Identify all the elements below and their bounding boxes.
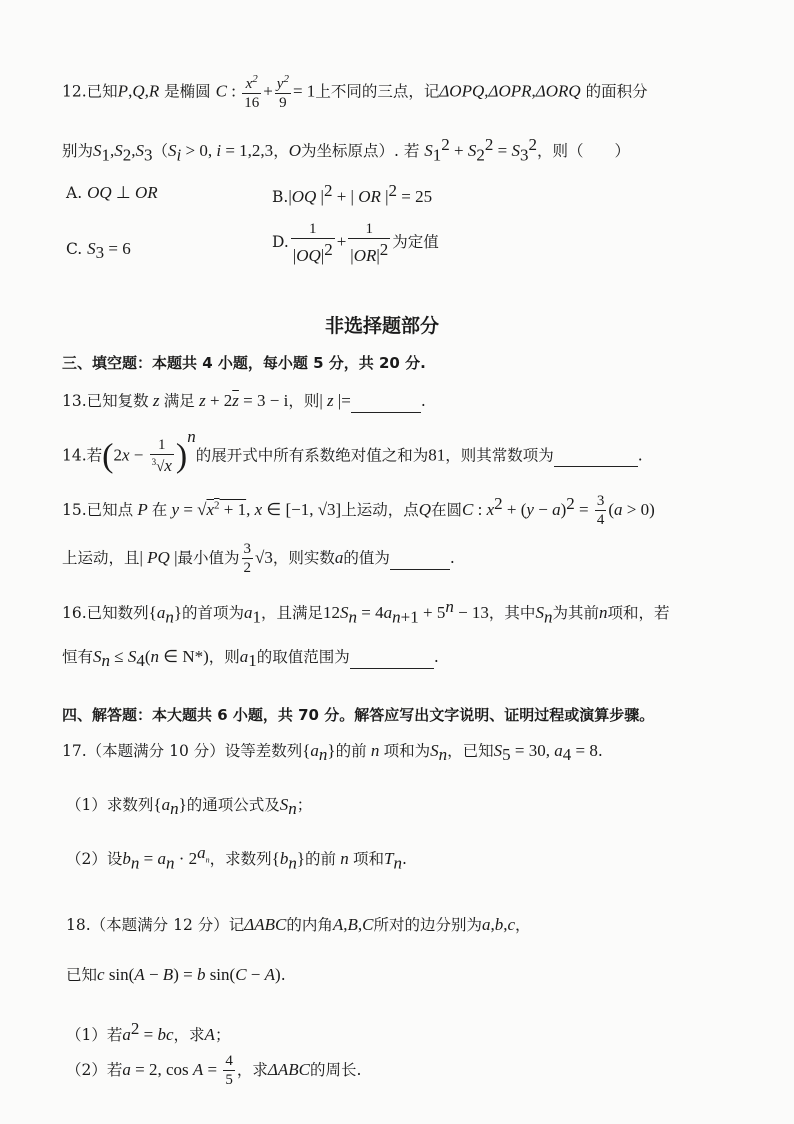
q15-text: 已知点: [86, 501, 134, 519]
q12-option-d: D. $\frac{1}{|OQ|^2}$ + $\frac{1}{|OR|^2}$ 为定值: [272, 221, 439, 265]
q18-score: （本题满分 12 分）: [90, 916, 229, 934]
q13-line: 13.已知复数 z 满足 $z + 2\overline{z} = 3 - i$，则| z |= .: [62, 392, 426, 413]
option-label: D.: [272, 233, 289, 251]
q17-text: 求数列: [106, 796, 154, 814]
q16-label: 16.: [62, 604, 87, 623]
fraction: $\frac{y^2}{9}$: [276, 73, 289, 111]
q17-line1: 17.（本题满分 10 分）设等差数列$\{a_n\}$的前 n 项和为$S_n$，已知$S_5 = 30$, $a_4 = 8$.: [62, 741, 603, 765]
q13-text: 满足: [163, 392, 195, 410]
q18-text: 所对的边分别为: [373, 916, 482, 934]
fraction: $\frac{1}{|OQ|^2}$: [292, 221, 333, 265]
q18-line1: 18.（本题满分 12 分）记ΔABC的内角A,B,C所对的边分别为a,b,c，: [66, 915, 531, 934]
q12-text: 为坐标原点）. 若: [300, 142, 420, 161]
q16-text: 的首项为: [182, 604, 245, 623]
answer-blank[interactable]: [390, 553, 450, 570]
q13-end: .: [420, 392, 426, 410]
option-label: A.: [66, 184, 83, 202]
q12-text: 的面积分: [585, 82, 648, 101]
answer-blank[interactable]: [554, 451, 638, 468]
q15-line1: 15.已知点 P 在 $y = √x^2 + 1$, x ∈ [−1, √3]上运动，点Q在圆C : $x^2 + (y - a)^2$ = $\frac{3}{4}$ (a > 0): [62, 493, 655, 528]
fraction: $\frac{3}{2}$: [243, 541, 252, 576]
q18-text: 记: [228, 916, 245, 934]
q15-text: 上运动，且: [62, 549, 140, 567]
q16-text: ，则: [208, 648, 240, 666]
q18-end: .: [280, 966, 286, 984]
q12-text: 已知: [86, 82, 118, 101]
q15-text: 最小值为: [177, 549, 240, 567]
q18-part2: （2）若a = 2, cos A = $\frac{4}{5}$ ，求ΔABC的周长.: [66, 1053, 362, 1088]
q18-text: 已知: [66, 966, 98, 984]
q14-text: 若: [86, 446, 103, 465]
q17-end: .: [402, 850, 407, 869]
q15-line2: 上运动，且| PQ |最小值为 $\frac{3}{2}$ √3，则实数a的值为 .: [62, 541, 455, 576]
q12-text: 别为: [62, 142, 94, 161]
part4-header: 四、解答题：本大题共 6 小题，共 70 分。解答应写出文字说明、证明过程或演算步骤。: [62, 706, 655, 724]
fraction: $\frac{1}{^3√x}$: [151, 437, 172, 475]
q18-line2: 已知c sin(A − B) = b sin(C − A).: [66, 965, 286, 984]
q18-text: ；: [214, 1026, 231, 1045]
q13-text: 已知复数: [86, 392, 149, 410]
q15-text: 上运动，点: [341, 501, 419, 519]
q15-end: .: [449, 549, 455, 567]
q12-label: 12.: [62, 82, 87, 101]
option-label: C.: [66, 240, 83, 258]
q16-line2: 恒有$S_n \le S_4(n$ ∈ N*)，则$a_1$的取值范围为 .: [62, 647, 439, 671]
q17-text: 的通项公式及: [186, 796, 280, 814]
q14-end: .: [637, 446, 643, 465]
q18-text: ，: [515, 916, 531, 934]
fraction: $\frac{4}{5}$: [225, 1053, 233, 1088]
q17-part2: （2）设$b_n = a_n \cdot 2^{a_n}$，求数列$\{b_n\}$的前 n 项和$T_n$.: [66, 843, 407, 873]
q17-text: 的前: [335, 742, 367, 760]
q17-text: 设等差数列: [224, 742, 303, 760]
q12-text: （: [152, 142, 169, 161]
q14-text: 的展开式中所有系数绝对值之和为: [195, 446, 429, 465]
q16-text: 为其前: [552, 604, 599, 623]
q18-text: 的内角: [286, 916, 333, 934]
section-title: 非选择题部分: [325, 315, 440, 337]
q17-text: 项和: [353, 850, 385, 869]
q16-text: ，其中: [488, 604, 536, 623]
q13-text: ，则: [288, 392, 320, 410]
answer-blank[interactable]: [350, 652, 434, 669]
q12-text: ，则（ ）: [536, 142, 630, 161]
q17-text: ；: [296, 796, 313, 814]
q18-text: 的周长.: [309, 1061, 362, 1079]
fraction: $\frac{1}{|OR|^2}$: [350, 221, 389, 265]
q15-text: 在圆: [431, 501, 463, 519]
q16-text: 项和，若: [607, 604, 670, 623]
q17-text: ，已知: [447, 742, 494, 760]
q14-label: 14.: [62, 446, 87, 465]
q18-text: 若: [106, 1061, 123, 1079]
q17-text: 的前: [305, 850, 337, 869]
q15-text: ，则实数: [272, 549, 335, 567]
q16-text: 已知数列: [86, 604, 149, 623]
fraction: $\frac{3}{4}$: [596, 493, 605, 528]
q12-option-a: A. OQ ⊥ OR: [66, 183, 158, 202]
q18-part1: （1）若$a^2$ = bc，求A；: [66, 1019, 231, 1045]
q12-text: 上不同的三点，记: [315, 82, 440, 101]
q17-score: （本题满分 10 分）: [86, 742, 225, 760]
option-label: B.: [272, 188, 289, 207]
part-label: （1）: [66, 1026, 107, 1045]
q16-text: 恒有: [62, 648, 94, 666]
q15-text: 在: [151, 501, 168, 519]
answer-blank[interactable]: [351, 396, 421, 413]
q17-text: ，求数列: [209, 850, 272, 869]
part3-header: 三、填空题：本题共 4 小题，每小题 5 分，共 20 分.: [62, 354, 426, 372]
part-label: （1）: [66, 796, 107, 814]
q17-part1: （1）求数列$\{a_n\}$的通项公式及$S_n$；: [66, 795, 313, 819]
q15-text: 的值为: [343, 549, 390, 567]
q12-line2: 别为$S_1,S_2,S_3(S_i > 0$, i = 1,2,3，O为坐标原点）. 若 $S_1^2 + S_2^2 = S_3^2$，则（ ）: [62, 135, 630, 165]
q12-line1: 12.已知P,Q,R 是椭圆 C : $\frac{x^2}{16}$ + $\frac{y^2}{9}$ = 1上不同的三点，记ΔOPQ,ΔOPR,ΔORQ 的面积分: [62, 73, 648, 111]
q14-line: 14.若(2x − $\frac{1}{^3√x}$ )$^n$的展开式中所有系数绝对值之和为81，则其常数项为 .: [62, 427, 643, 475]
part-label: （2）: [66, 1061, 107, 1079]
fraction: $\frac{x^2}{16}$: [244, 73, 260, 111]
q16-line1: 16.已知数列$\{a_n\}$的首项为$a_1$，且满足$12S_n = 4a_{n+1} + 5^n - 13$，其中$S_n$为其前n项和，若: [62, 597, 670, 627]
q17-end: .: [597, 742, 603, 760]
q18-text: ，求: [173, 1026, 205, 1045]
q18-text: ，求: [236, 1061, 268, 1079]
q17-label: 17.: [62, 742, 87, 760]
q17-text: 项和为: [383, 742, 431, 760]
q14-text: ，则其常数项为: [445, 446, 554, 465]
q13-label: 13.: [62, 392, 87, 410]
q12-option-b: B.|OQ $|^2$ + | OR $|^2 = 25$: [272, 181, 433, 207]
option-text: 为定值: [392, 233, 439, 251]
q16-text: 的取值范围为: [256, 648, 350, 666]
q18-label: 18.: [66, 916, 91, 934]
part-label: （2）: [66, 850, 107, 869]
q18-text: 若: [106, 1026, 123, 1045]
q17-text: 设: [106, 850, 123, 869]
q16-end: .: [433, 648, 439, 666]
q16-text: ，且满足: [261, 604, 324, 623]
q12-option-c: C. $S_3 = 6$: [66, 239, 131, 263]
q15-label: 15.: [62, 501, 87, 519]
q12-text: 是椭圆: [164, 82, 211, 101]
q14-number: 81: [428, 445, 446, 465]
